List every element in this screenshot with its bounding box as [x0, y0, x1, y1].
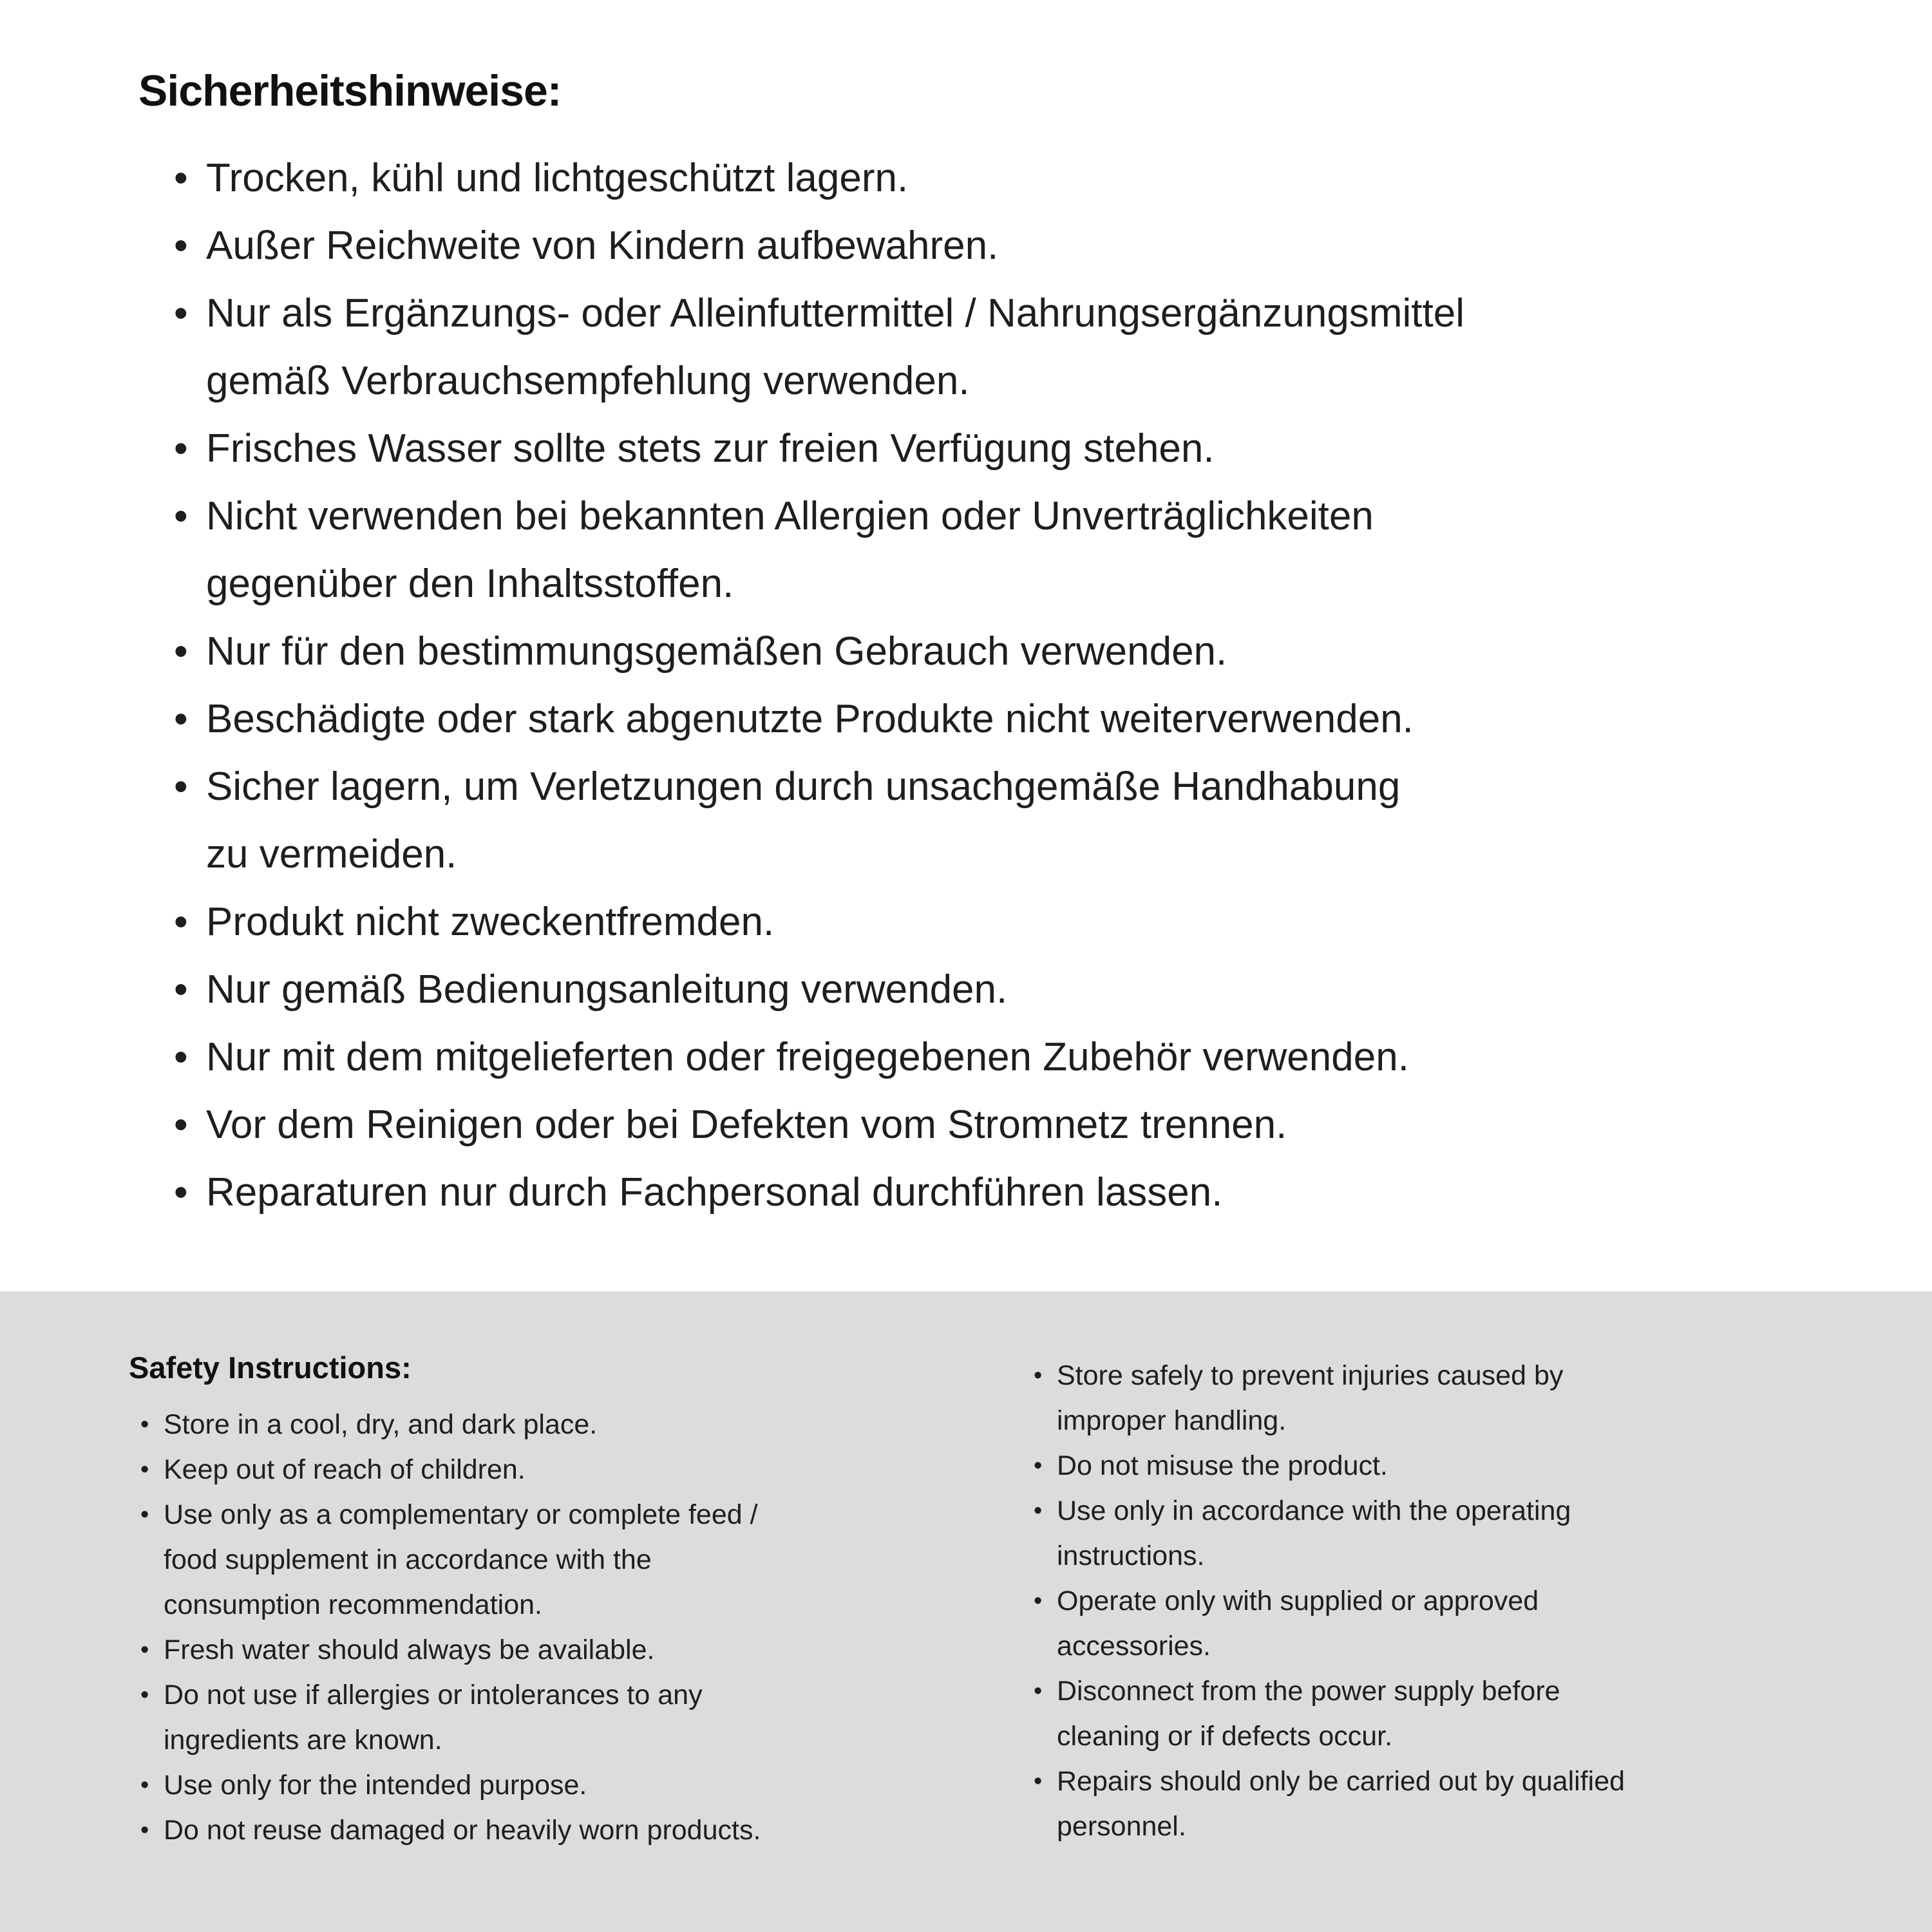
- item-line: Store in a cool, dry, and dark place.: [164, 1409, 598, 1440]
- item-line: Disconnect from the power supply before: [1057, 1676, 1560, 1707]
- list-item: [1034, 1353, 1911, 1443]
- list-item: [174, 618, 1890, 685]
- bullet-marker: •: [174, 1170, 188, 1215]
- bullet-marker: •: [1034, 1362, 1043, 1389]
- german-section: [138, 66, 1890, 1226]
- bullet-marker: •: [1034, 1497, 1043, 1524]
- bullet-marker: •: [174, 697, 188, 741]
- item-line: Repairs should only be carried out by qualified: [1057, 1766, 1625, 1797]
- bullet-marker: •: [140, 1456, 149, 1483]
- list-item: [140, 1447, 1005, 1492]
- list-item: [174, 279, 1890, 415]
- item-line: Do not use if allergies or intolerances to any: [164, 1680, 703, 1710]
- item-line: Fresh water should always be available.: [164, 1634, 655, 1665]
- item-line: Do not reuse damaged or heavily worn products.: [164, 1815, 761, 1846]
- list-item: [1034, 1488, 1911, 1578]
- item-line: Frisches Wasser sollte stets zur freien Verfügung stehen.: [206, 426, 1215, 471]
- item-line: Use only as a complementary or complete feed /: [164, 1499, 758, 1530]
- german-title: Sicherheitshinweise:: [138, 66, 562, 115]
- list-item: [174, 144, 1890, 212]
- english-panel: [0, 1291, 1932, 1932]
- bullet-marker: •: [1034, 1452, 1043, 1479]
- item-line: Do not misuse the product.: [1057, 1450, 1388, 1481]
- bullet-marker: •: [140, 1636, 149, 1663]
- list-item: [1034, 1669, 1911, 1759]
- item-line: Operate only with supplied or approved: [1057, 1586, 1539, 1616]
- bullet-marker: •: [174, 764, 188, 809]
- bullet-marker: •: [140, 1411, 149, 1438]
- item-line: ingredients are known.: [164, 1725, 442, 1756]
- bullet-marker: •: [1034, 1768, 1043, 1795]
- list-item: [174, 956, 1890, 1023]
- item-line: accessories.: [1057, 1631, 1211, 1662]
- item-line: Trocken, kühl und lichtgeschützt lagern.: [206, 156, 909, 200]
- english-left-column: [129, 1352, 1005, 1853]
- bullet-marker: •: [174, 629, 188, 674]
- list-item: [140, 1763, 1005, 1808]
- item-line: instructions.: [1057, 1540, 1205, 1571]
- bullet-marker: •: [140, 1817, 149, 1844]
- item-line: food supplement in accordance with the: [164, 1544, 652, 1575]
- list-item: [174, 415, 1890, 482]
- bullet-marker: •: [1034, 1587, 1043, 1615]
- bullet-marker: •: [174, 291, 188, 336]
- item-line: Vor dem Reinigen oder bei Defekten vom Stromnetz trennen.: [206, 1103, 1287, 1147]
- list-item: [174, 753, 1890, 888]
- list-item: [174, 685, 1890, 753]
- list-item: [140, 1627, 1005, 1672]
- bullet-marker: •: [174, 967, 188, 1012]
- item-line: Use only in accordance with the operating: [1057, 1495, 1571, 1526]
- item-line: Nicht verwenden bei bekannten Allergien oder Unverträglichkeiten: [206, 494, 1374, 538]
- list-item: [174, 1159, 1890, 1226]
- english-right-list: [1022, 1353, 1911, 1849]
- list-item: [174, 212, 1890, 279]
- item-line: personnel.: [1057, 1811, 1186, 1842]
- list-item: [140, 1672, 1005, 1763]
- list-item: [174, 482, 1890, 618]
- item-line: Nur als Ergänzungs- oder Alleinfuttermittel / Nahrungsergänzungsmittel: [206, 291, 1464, 336]
- item-line: Produkt nicht zweckentfremden.: [206, 900, 775, 944]
- bullet-marker: •: [140, 1772, 149, 1799]
- list-item: [174, 1023, 1890, 1091]
- english-right-column: [1022, 1353, 1911, 1849]
- item-line: gemäß Verbrauchsempfehlung verwenden.: [206, 359, 970, 403]
- item-line: improper handling.: [1057, 1405, 1287, 1436]
- list-item: [140, 1402, 1005, 1447]
- bullet-marker: •: [174, 900, 188, 944]
- item-line: Nur für den bestimmungsgemäßen Gebrauch verwenden.: [206, 629, 1227, 674]
- item-line: Beschädigte oder stark abgenutzte Produkte nicht weiterverwenden.: [206, 697, 1414, 741]
- item-line: zu vermeiden.: [206, 832, 457, 876]
- item-line: Außer Reichweite von Kindern aufbewahren.: [206, 223, 999, 268]
- bullet-marker: •: [174, 223, 188, 268]
- english-title: Safety Instructions:: [129, 1350, 412, 1385]
- german-list: [138, 144, 1890, 1226]
- bullet-marker: •: [174, 494, 188, 538]
- bullet-marker: •: [140, 1681, 149, 1709]
- item-line: Sicher lagern, um Verletzungen durch unsachgemäße Handhabung: [206, 764, 1401, 809]
- bullet-marker: •: [174, 156, 188, 200]
- bullet-marker: •: [174, 1103, 188, 1147]
- english-left-list: [129, 1402, 1005, 1853]
- item-line: Store safely to prevent injuries caused by: [1057, 1360, 1564, 1391]
- bullet-marker: •: [174, 1035, 188, 1079]
- list-item: [1034, 1578, 1911, 1669]
- list-item: [140, 1808, 1005, 1853]
- item-line: Reparaturen nur durch Fachpersonal durchführen lassen.: [206, 1170, 1223, 1215]
- item-line: consumption recommendation.: [164, 1589, 542, 1620]
- list-item: [140, 1492, 1005, 1627]
- list-item: [1034, 1759, 1911, 1849]
- item-line: Use only for the intended purpose.: [164, 1770, 587, 1801]
- item-line: Nur gemäß Bedienungsanleitung verwenden.: [206, 967, 1008, 1012]
- list-item: [174, 888, 1890, 956]
- list-item: [174, 1091, 1890, 1159]
- item-line: Nur mit dem mitgelieferten oder freigegebenen Zubehör verwenden.: [206, 1035, 1409, 1079]
- bullet-marker: •: [174, 426, 188, 471]
- bullet-marker: •: [1034, 1678, 1043, 1705]
- item-line: Keep out of reach of children.: [164, 1454, 526, 1485]
- item-line: gegenüber den Inhaltsstoffen.: [206, 562, 734, 606]
- list-item: [1034, 1443, 1911, 1488]
- item-line: cleaning or if defects occur.: [1057, 1721, 1393, 1752]
- bullet-marker: •: [140, 1501, 149, 1528]
